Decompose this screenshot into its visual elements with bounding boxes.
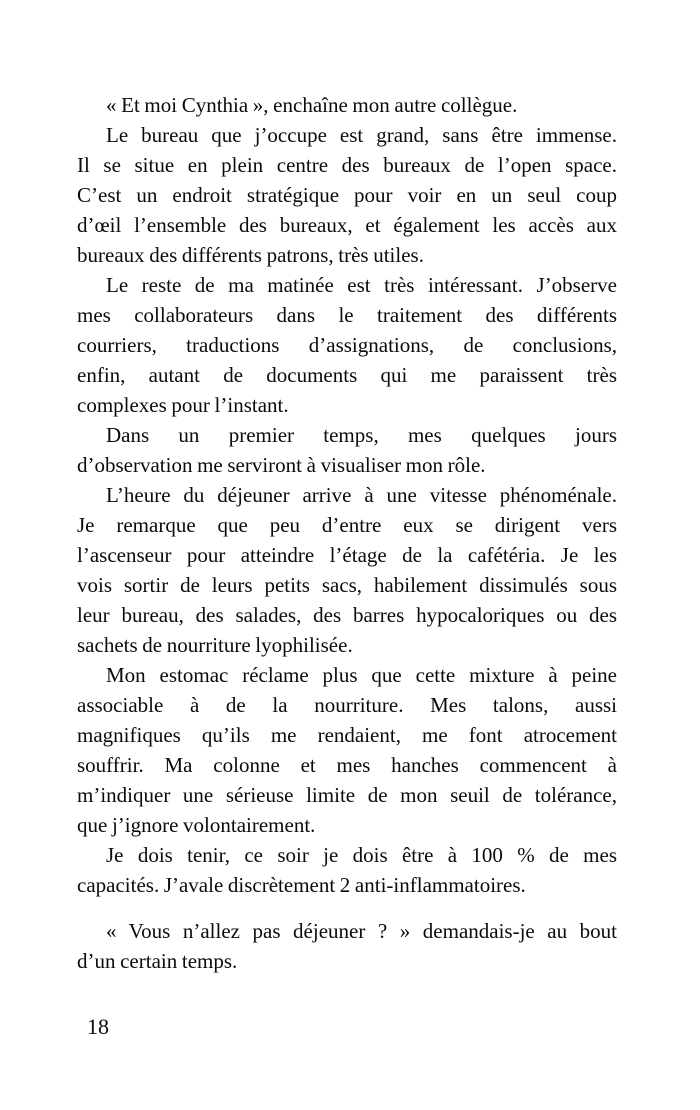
text-line: Je dois tenir, ce soir je dois être à 100 % de mes — [106, 843, 617, 867]
body-text — [77, 90, 617, 976]
paragraph — [77, 120, 617, 270]
paragraph — [77, 660, 617, 840]
text-line: Le bureau que j’occupe est grand, sans être immense. — [106, 123, 617, 147]
text-line: m’indiquer une sérieuse limite de mon seuil de tolérance, — [77, 783, 617, 807]
text-line: que j’ignore volontairement. — [77, 813, 316, 837]
text-line: sachets de nourriture lyophilisée. — [77, 633, 353, 657]
text-line: C’est un endroit stratégique pour voir en un seul coup — [77, 183, 617, 207]
text-line: leur bureau, des salades, des barres hypocaloriques ou des — [77, 603, 617, 627]
text-line: capacités. J’avale discrètement 2 anti-inflammatoires. — [77, 873, 526, 897]
text-line: enfin, autant de documents qui me paraissent très — [77, 363, 617, 387]
paragraph — [77, 840, 617, 900]
text-line: L’heure du déjeuner arrive à une vitesse phénoménale. — [106, 483, 617, 507]
text-line: l’ascenseur pour atteindre l’étage de la cafétéria. Je les — [77, 543, 617, 567]
text-line: Dans un premier temps, mes quelques jours — [106, 423, 617, 447]
text-line: associable à de la nourriture. Mes talons, aussi — [77, 693, 617, 717]
paragraph — [77, 270, 617, 420]
text-line: bureaux des différents patrons, très utiles. — [77, 243, 424, 267]
text-line: mes collaborateurs dans le traitement des différents — [77, 303, 617, 327]
text-line: « Vous n’allez pas déjeuner ? » demandais-je au bout — [106, 919, 617, 943]
text-line: complexes pour l’instant. — [77, 393, 289, 417]
page-number: 18 — [87, 1014, 109, 1039]
text-line: Mon estomac réclame plus que cette mixture à peine — [106, 663, 617, 687]
text-line: d’observation me serviront à visualiser mon rôle. — [77, 453, 486, 477]
text-line: Le reste de ma matinée est très intéressant. J’observe — [106, 273, 617, 297]
text-line: courriers, traductions d’assignations, de conclusions, — [77, 333, 617, 357]
text-line: magnifiques qu’ils me rendaient, me font atrocement — [77, 723, 617, 747]
text-line: vois sortir de leurs petits sacs, habilement dissimulés sous — [77, 573, 617, 597]
paragraph — [77, 916, 617, 976]
paragraph — [77, 420, 617, 480]
text-line: souffrir. Ma colonne et mes hanches commencent à — [77, 753, 617, 777]
text-line: « Et moi Cynthia », enchaîne mon autre collègue. — [106, 93, 518, 117]
text-line: Il se situe en plein centre des bureaux de l’open space. — [77, 153, 617, 177]
text-line: d’œil l’ensemble des bureaux, et également les accès aux — [77, 213, 617, 237]
paragraph — [77, 480, 617, 660]
paragraph — [77, 90, 617, 120]
text-line: Je remarque que peu d’entre eux se dirigent vers — [77, 513, 617, 537]
text-line: d’un certain temps. — [77, 949, 238, 973]
